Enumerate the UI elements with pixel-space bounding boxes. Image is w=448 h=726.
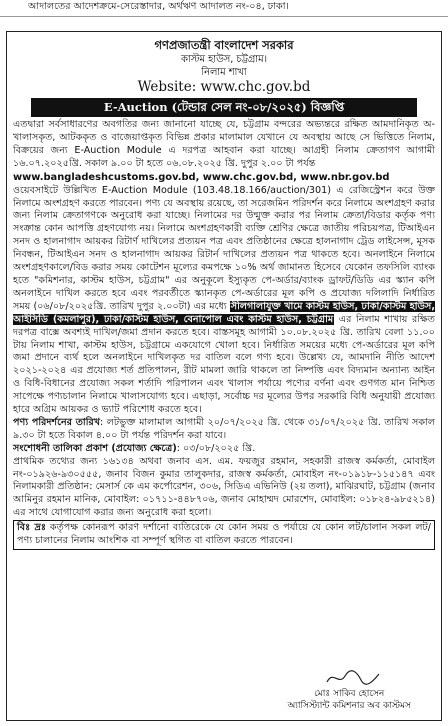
auction-notice [6, 31, 442, 721]
signature-block [287, 668, 411, 712]
tender-box-locations: সীলগালাযুক্ত খামে কাস্টম হাউস, ঢাকা/কাস্টম হাউস, আইসিডি (কমলাপুর), ঢাকা/কাস্টম হাউস, বেনাপোল এবং কাস্টম হাউস, চট্টগ্রাম [13, 300, 435, 325]
note-label: বিঃ দ্রঃ [17, 522, 46, 534]
section-name: নিলাম শাখা [201, 67, 247, 78]
signatory-title: অ্যাসিস্ট্যান্ট কমিশনার অব কাস্টমস [287, 701, 411, 711]
government-title: গণপ্রজাতন্ত্রী বাংলাদেশ সরকার [154, 38, 294, 52]
inspection-text: : লটভুক্ত মালামাল আগামী ২০/০৭/২০২৫ খ্রি. থেকে ৩১/০৭/২০২৫ খ্রি. তারিখ সকাল ৯.৩০ টা হতে বিকাল ৪.০০ টা পর্যন্ত পরিদর্শন করা যাবে। [13, 416, 435, 441]
website-line: Website: www.chc.gov.bd [137, 79, 311, 95]
revised-date: : ০৩/০৮/২০২৫ খ্রি. [176, 442, 256, 454]
inspection-label: পণ্য পরিদর্শনের তারিখ [13, 416, 101, 428]
rules-paragraph [13, 185, 435, 417]
notice-header [7, 38, 441, 96]
website-urls: www.bangladeshcustoms.gov.bd, www.chc.gov.bd, www.nbr.gov.bd [13, 171, 390, 183]
inspection-line [13, 417, 435, 443]
handwritten-signature [287, 668, 411, 688]
revised-list-line [13, 443, 435, 456]
previous-notice-strip: আদালতের আদেশক্রমে-সেরেস্তাদার, অর্থঋণ আদালত নং-০৪, ঢাকা। [0, 0, 448, 17]
note-text: কর্তৃপক্ষ কোনরূপ কারণ দর্শানো ব্যতিরেকে যে কোন সময় ও পর্যায়ে যে কোন লট/চালান সকল লট/পণ্য চালানের নিলাম আংশিক বা সম্পূর্ণ স্থগিত বা বাতিল করতে পারবেন। [17, 522, 431, 547]
intro-paragraph: এতদ্বারা সর্বসাধারণের অবগতির জন্য জানানো যাচ্ছে যে, চট্টগ্রাম বন্দরের অভ্যন্তরে রক্ষিত আমদানিকৃত অ-খালাসকৃত, আটককৃত ও বাজেয়াপ্তকৃত বিভিন্ন প্রকার মালামাল যেখানে যে অবস্থায় আছে সে ভিত্তিতে নিলাম, বিক্রয়ের জন্য E-Auction Module এ দরপত্র আহবান করা যাচ্ছে। আগ্রহী নিলাম ক্রেতাগণ আগামী ১৬.০৭.২০২৫খ্রি. সকাল ৯.০০ টা হতে ০৬.০৮.২০২৫ খ্রি. দুপুর ২.০০ টা পর্যন্ত [13, 119, 435, 169]
notice-body [7, 119, 441, 171]
rules-text-a: ওয়েবসাইটে উল্লিখিত E-Auction Module (103.48.18.166/auction/301) এ রেজিস্ট্রেশন করে উক্ত নিলামে অংশগ্রহণ করতে পারবেন। পণ্য যে অবস্থায় রয়েছে, তা সরেজমিন পরিদর্শন করে নিলামে অংশগ্রহণ করার জন্য নিলাম ক্রেতাগণকে অনুরোধ করা যাচ্ছে। নিলামের দর উন্মুক্ত করার পর নিলাম ক্রেতা/বিডার কর্তৃক পণ্য সংক্রান্ত কোন আপত্তি গ্রহণযোগ্য নয়। নিলামে অংশগ্রহণকারী ব্যক্তি শ্রেণির ক্ষেত্রে জাতীয় পরিচয়পত্র, টিআইএন সনদ ও হালনাগাদ আয়কর রিটার্ণ দাখিলের প্রত্যয়ন পত্র এবং প্রতিষ্ঠানের ক্ষেত্রে হালনাগাদ ট্রেড লাইসেন্স, মূসক নিবন্ধন, টিআইএন সনদ ও হালনাগাদ আয়কর রিটার্ন দাখিলের প্রত্যয়ন পত্র থাকতে হবে। অনলাইনে নিলামে অংশগ্রহণকালে/বিড করার সময় কোটেশন মূল্যের কমপক্ষে ১০% অর্থ জামানত হিসেবে যেকোন তফসিলি ব্যাংক হতে "কমিশনার, কাস্টম হাউস, চট্টগ্রাম" এর অনুকূলে ইস্যুকৃত পে-অর্ডার/ব্যাংক ড্রাফট/ডিডি এর স্ক্যান কপি অনলাইনে দাখিল করতে হবে এবং পরবর্তীতে স্ক্যানকৃত পে-অর্ডারের মূল কপি ও প্রযোজ্য দলিলাদি নির্ধারিত সময় (০৬/০৮/২০২৫খ্রি. তারিখ দুপুর ২.০০টা) এর মধ্যে [13, 184, 435, 312]
auction-banner: E-Auction (টেন্ডার সেল নং-০৮/২০২৫) বিজ্ঞপ্তি [31, 98, 417, 117]
rules-text-b: এর নিলাম শাখায় রক্ষিত দরপত্র বাক্সে অবশ্যই দাখিল/জমা প্রদান করতে হবে। বাস্তসমূহ আগামী ১০.০৮.২০২৫ খ্রি. তারিখ বেলা ১১.০০ টায় নিলাম শাখা, কাস্টম হাউস, চট্টগ্রামে একযোগে খোলা হবে। নির্ধারিত সময়ের মধ্যে পে-অর্ডারের মূল কপি জমা প্রদানে ব্যর্থ হলে অনলাইনে দাখিলকৃত দর বাতিল বলে গণ্য হবে। উল্লেখ্য যে, আমদানি নীতি আদেশ ২০২১-২০২৪ এর প্রযোজ্য শর্ত প্রতিপালন, রীট মামলা জারি থাকলে তা নিষ্পত্তি এবং বিদ্যমান অন্যান্য আইন ও বিধি-বিধানের প্রযোজ্য সকল শর্তাদি পরিপালন এবং খালাস পর্যায়ে পণ্যের বর্ণনা এবং গুণগত মান নিশ্চিত সাপেক্ষে পণ্যচালান নিলামে খালাসযোগ্য হবে। এছাড়া, সর্বোচ্চ দর মূল্যের উপর সরকারি বিধি অনুযায়ী প্রযোজ্য হারে অগ্রিম আয়কর ও ভ্যাট পরিশোধ করতে হবে। [13, 313, 435, 416]
contact-paragraph: প্রাথমিক তথ্যের জন্য ১৬১৩৪ অথবা জনাব এস. এম. ফয়জুর রহমান, সহকারী রাজস্ব কর্মকর্তা, মোবাইল নং-০১৯২৬-৯৩০৫৫৫, জনাব বিজন কুমার তালুকদার, রাজস্ব কর্মকর্তা, মোবাইল নং-০১৯১৮-১১৫১৪৭ এবং নিলামকারী প্রতিষ্ঠান: মেসার্স কে এম কর্পোরেশন, ৩০৬, সিডিএ এভিনিউ (২য় তলা), মাঝিরঘাট, চট্টগ্রাম (জনাব আমিনুর রহমান মানিক, মোবাইল: ০১৭১১-৪৪৮৭০৬, জনাব মোহাম্মদ মোরশেদ, মোবাইল: ০১৮২৪-৯৮৫২১৪) এর সাথে যোগাযোগ করার জন্য অনুরোধ করা হলো। [13, 455, 435, 519]
signatory-name: মোঃ সাকিব হোসেন [314, 689, 385, 699]
revised-label: সংশোধনী তালিকা প্রকাশ (প্রযোজ্য ক্ষেত্রে) [13, 442, 177, 454]
note-box [13, 520, 435, 550]
office-name: কাস্টম হাউস, চট্টগ্রাম। [180, 54, 268, 65]
notice-body-2 [7, 185, 441, 550]
